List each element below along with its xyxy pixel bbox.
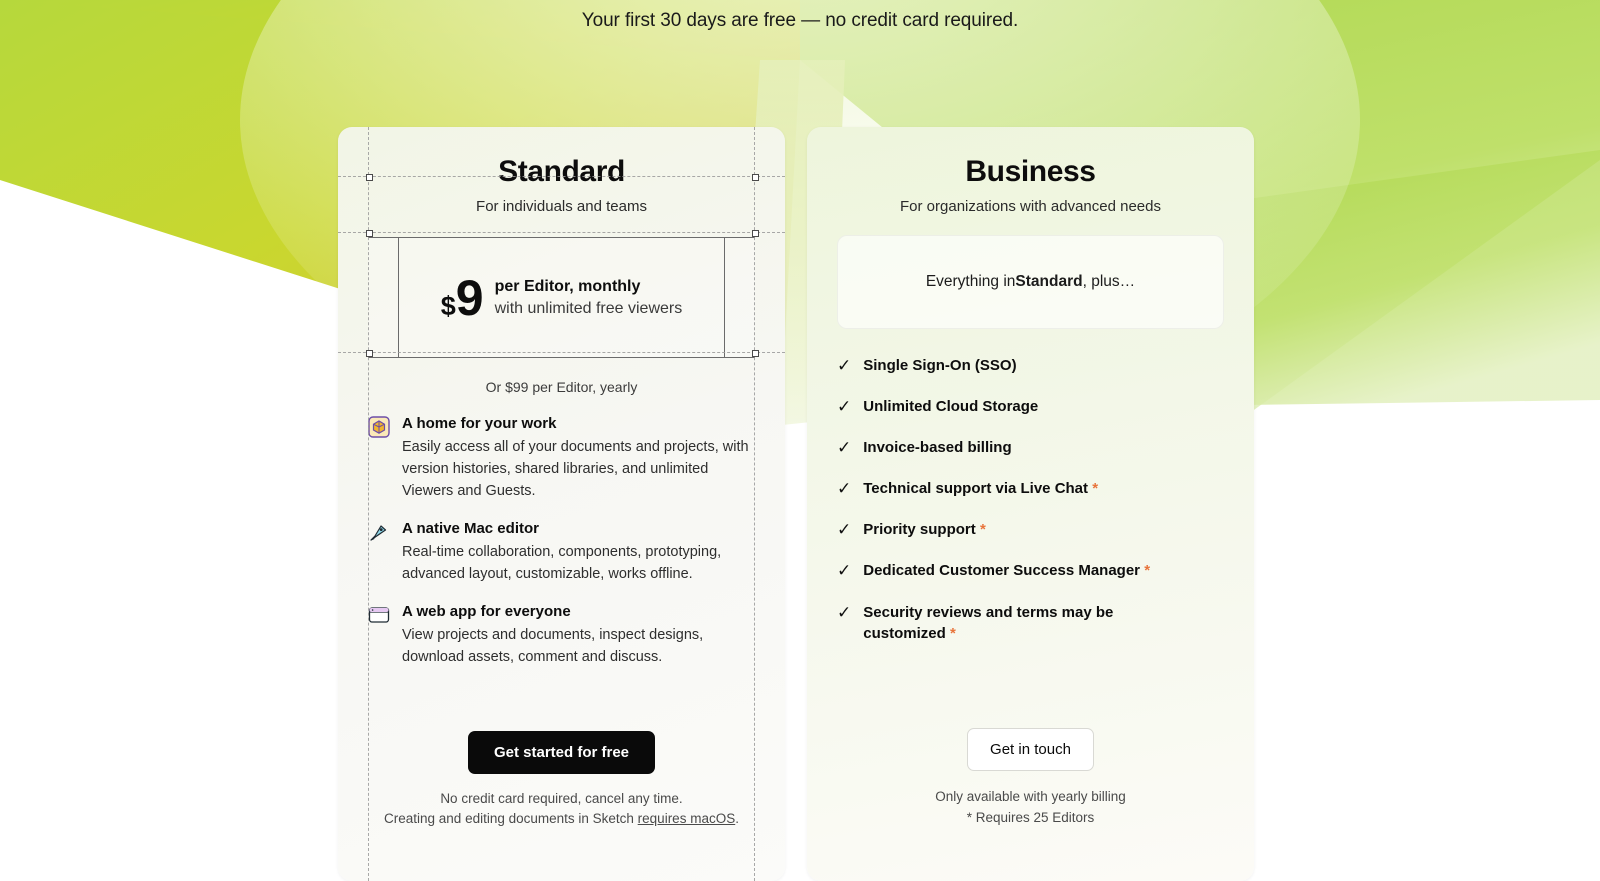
business-fine-print-line-2: * Requires 25 Editors xyxy=(966,810,1095,826)
check-item xyxy=(837,396,1224,418)
pen-nib-icon xyxy=(368,521,390,543)
fine-print-suffix: . xyxy=(735,810,739,826)
price-value: 9 xyxy=(455,269,483,326)
feature-item xyxy=(368,603,755,668)
plan-title-business: Business xyxy=(965,155,1096,188)
check-label: Unlimited Cloud Storage xyxy=(863,398,1039,416)
feature-text: View projects and documents, inspect designs, download assets, comment and discuss. xyxy=(402,627,704,666)
requires-editors-asterisk: * xyxy=(979,521,986,539)
feature-text: Real-time collaboration, components, prototyping, advanced layout, customizable, works offline. xyxy=(402,544,722,583)
everything-suffix: , plus… xyxy=(1082,273,1136,290)
check-icon: ✓ xyxy=(837,356,852,375)
everything-prefix: Everything in xyxy=(925,273,1016,290)
yearly-price-note: Or $99 per Editor, yearly xyxy=(485,379,638,395)
check-icon: ✓ xyxy=(837,438,852,458)
pricing-card-standard xyxy=(338,127,785,881)
fine-print-line-2 xyxy=(338,809,785,829)
check-icon: ✓ xyxy=(837,479,852,499)
check-icon: ✓ xyxy=(837,397,852,417)
price-meta-primary: per Editor, monthly xyxy=(494,277,641,295)
pricing-card-business xyxy=(807,127,1254,881)
check-item xyxy=(837,437,1224,459)
pricing-cards xyxy=(338,127,1254,881)
requires-editors-asterisk: * xyxy=(1144,562,1151,580)
check-icon: ✓ xyxy=(837,520,852,540)
check-label: Invoice-based billing xyxy=(863,439,1012,457)
fine-print-prefix: Creating and editing documents in Sketch xyxy=(384,810,638,826)
selection-handle[interactable] xyxy=(752,230,759,237)
check-label: Single Sign-On (SSO) xyxy=(863,357,1017,374)
get-in-touch-button[interactable]: Get in touch xyxy=(967,728,1094,771)
feature-title: A web app for everyone xyxy=(402,603,571,621)
check-label: Security reviews and terms may be customized xyxy=(863,603,1114,642)
business-fine-print xyxy=(807,786,1254,829)
plan-title-standard: Standard xyxy=(498,155,625,188)
requires-macos-link[interactable]: requires macOS xyxy=(637,810,736,826)
guide-horizontal xyxy=(338,232,785,233)
fine-print-line-1: No credit card required, cancel any time. xyxy=(440,790,683,806)
check-item xyxy=(837,355,1224,377)
check-item xyxy=(837,602,1224,645)
standard-fine-print xyxy=(338,789,785,830)
check-label: Technical support via Live Chat xyxy=(863,480,1089,498)
check-icon: ✓ xyxy=(837,602,852,622)
standard-cta-area xyxy=(338,731,785,830)
price-currency: $ xyxy=(440,290,456,321)
check-label: Dedicated Customer Success Manager xyxy=(863,562,1141,580)
feature-list xyxy=(368,415,755,668)
check-item xyxy=(837,519,1224,541)
price-box xyxy=(368,237,755,358)
everything-bold: Standard xyxy=(1015,273,1083,290)
business-cta-area xyxy=(807,728,1254,829)
requires-editors-asterisk: * xyxy=(949,624,956,642)
feature-item xyxy=(368,415,755,502)
price-meta-secondary: with unlimited free viewers xyxy=(494,299,683,317)
feature-title: A native Mac editor xyxy=(402,520,539,538)
business-fine-print-line-1: Only available with yearly billing xyxy=(935,788,1126,804)
cube-icon xyxy=(368,416,390,438)
selection-handle[interactable] xyxy=(366,230,373,237)
plan-subtitle-business: For organizations with advanced needs xyxy=(900,198,1161,215)
browser-window-icon xyxy=(368,604,390,626)
feature-title: A home for your work xyxy=(402,415,557,432)
requires-editors-asterisk: * xyxy=(1092,480,1099,498)
promo-banner-text: Your first 30 days are free — no credit card required. xyxy=(581,10,1019,31)
check-label: Priority support xyxy=(863,521,976,539)
check-icon: ✓ xyxy=(837,561,852,581)
get-started-button[interactable]: Get started for free xyxy=(468,731,655,774)
feature-item xyxy=(368,520,755,585)
plan-subtitle-standard: For individuals and teams xyxy=(476,198,647,215)
feature-text: Easily access all of your documents and projects, with version histories, shared libraries, and unlimited Viewers and Guests. xyxy=(402,439,749,500)
everything-included-box xyxy=(837,235,1224,329)
business-feature-checklist xyxy=(837,355,1224,644)
check-item xyxy=(837,560,1224,582)
check-item xyxy=(837,478,1224,500)
price-amount xyxy=(440,269,483,326)
